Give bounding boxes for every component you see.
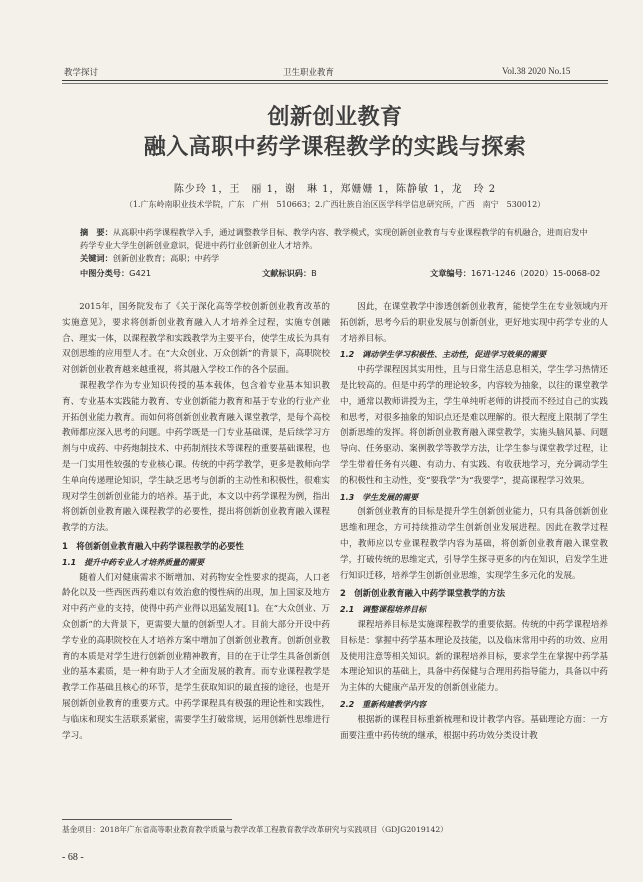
keywords-label: 关键词： <box>80 253 113 263</box>
keywords-text: 创新创业教育；高职；中药学 <box>112 253 220 263</box>
body-column-right <box>340 300 608 744</box>
doc-code-value: B <box>311 268 317 278</box>
paragraph-text: 根据新的课程目标重新梳理和设计教学内容。基础理论方面：一方面要注重中药传统的继承，根据中药功效分类设计教 <box>340 714 608 741</box>
paragraph <box>340 713 608 745</box>
subsection-heading: 1.2 调动学生学习积极性、主动性，促进学习效果的需要 <box>340 350 547 360</box>
subsection-heading: 2.2 重新构建教学内容 <box>340 699 427 709</box>
title-line-2: 融入高职中药学课程教学的实践与探索 <box>143 135 527 160</box>
paragraph <box>340 363 608 489</box>
abstract-label: 摘 要： <box>80 227 113 237</box>
article-no-value: 1671-1246（2020）15-0068-02 <box>470 268 601 278</box>
paragraph-text: 课程教学作为专业知识传授的基本载体，包含着专业基本知识教育、专业基本实践能力教育、专业创新能力教育和基于专业的行业产业开拓创业能力教育。而如何将创新创业教育融入课堂教学，是每个高校教师都应深入思考的问题。中药学既是一门专业基础课，是后续学习方剂与中成药、中药炮制技术、中药制剂技术等课程的重要基础课程，也是一门实用性较强的专业核心课。传统的中药学教学，更多是教师向学生单向传递理论知识，学生缺乏思考与创新的主动性和积极性，很难实现对学生创新创业能力的培养。基于此，本文以中药学课程为例，指出将创新创业教育融入课程教学的必要性，提出将创新创业教育融入课程教学的方法。 <box>62 380 330 534</box>
paragraph-text: 创新创业教育的目标是提升学生创新创业能力，只有具备创新创业思维和理念，方可持续推动学生创新创业发展进程。因此在教学过程中，教师应以专业课程教学内容为基础，将创新创业教育融入课堂教学，打破传统的思维定式，引导学生探寻更多的内在知识，启发学生进行知识迁移，培养学生创新创业思维，实现学生多元化的发展。 <box>340 507 608 581</box>
body-column-left <box>62 300 330 744</box>
title-line-1: 创新创业教育 <box>267 105 403 130</box>
header-section: 教学探讨 <box>64 68 99 78</box>
header-volume: Vol.38 2020 No.15 <box>502 66 571 76</box>
paragraph-text: 2015年，国务院发布了《关于深化高等学校创新创业教育改革的实施意见》，要求将创新创业教育融入人才培养全过程，实施专创融合、理实一体，以课程教学和实践教学为主要平台，使学生成长为具有双创思维的应用型人才。在“大众创业、万众创新”的背景下，高职院校对创新创业教育越来越重视，将其融入学校工作的各个层面。 <box>62 302 330 376</box>
keywords <box>80 252 590 265</box>
subsection-heading: 1.3 学生发展的需要 <box>340 492 419 502</box>
classification <box>80 268 151 279</box>
paragraph <box>62 379 330 537</box>
authors: 陈少玲 1，王 丽 1，谢 琳 1，郑姗姗 1，陈静敏 1，龙 玲 2 <box>173 184 497 195</box>
paragraph-text: 因此，在课堂教学中渗透创新创业教育，能使学生在专业领域内开拓创新，思考今后的职业发展与创新创业，更好地实现中药学专业的人才培养目标。 <box>340 302 608 344</box>
paragraph <box>340 300 608 347</box>
doc-code-label: 文献标识码： <box>262 268 312 278</box>
paragraph-text: 课程培养目标是实施课程教学的重要依据。传统的中药学课程培养目标是：掌握中药学基本理论及技能，以及临床常用中药的功效、应用及使用注意等相关知识。新的课程培养目标，要求学生在掌握中药学基本理论知识的基础上，具备中药保健与合理用药指导能力，具备以中药为主体的大健康产品开发的创新创业能力。 <box>340 619 608 694</box>
paragraph <box>340 618 608 697</box>
header-journal: 卫生职业教育 <box>283 68 335 78</box>
paragraph <box>62 300 330 379</box>
article-no <box>430 268 600 279</box>
footnote-rule <box>62 819 232 820</box>
header-rule-thin <box>62 83 608 84</box>
paragraph <box>62 571 330 745</box>
classification-value: G421 <box>129 268 152 278</box>
doc-code <box>262 268 317 279</box>
footnote: 基金项目：2018年广东省高等职业教育教学质量与教学改革工程教育教学改革研究与实践项目（GDJG2019142） <box>62 825 448 834</box>
paragraph-text: 中药学课程因其实用性，且与日常生活息息相关，学生学习热情还是比较高的。但是中药学的理论较多，内容较为抽象，以往的课堂教学中，通常以教师讲授为主，学生单纯听老师的讲授而不经过自己的实践和思考，对很多抽象的知识点还是难以理解的。很大程度上限制了学生创新思维的发挥。将创新创业教育融入课堂教学，实施头脑风暴、问题导向、任务驱动、案例教学等教学方法，让学生参与课堂教学过程，让学生带着任务有兴趣、有动力、有实践、有收获地学习，充分调动学生的积极性和主动性，变“要我学”为“我要学”，提高课程学习效果。 <box>340 365 608 486</box>
abstract-text: 从高职中药学课程教学入手，通过调整教学目标、教学内容、教学模式，实现创新创业教育与专业课程教学的有机融合，进而启发中药学专业大学生创新创业意识，促进中药行业创新创业人才培养。 <box>80 227 588 250</box>
paragraph-text: 随着人们对健康需求不断增加、对药物安全性要求的提高，人口老龄化以及一些西医西药难以有效治愈的慢性病的出现，加上国家及地方对中药产业的支持，使得中药产业得以迅猛发展[1]。在“大众创业、万众创新”的大背景下，更需要大量的创新型人才。目前大部分开设中药学专业的高职院校在人才培养方案中增加了创新创业教育。创新创业教育的本质是对学生进行创新创业精神教育，目的在于让学生具备创新创业的基本素质，是一种有助于人才全面发展的教育。而专业课程教学是教学工作基础且核心的环节，是学生获取知识的最直接的途径，也是开展创新创业教育的重要方式。中药学课程具有极强的理论性和实践性，与临床和现实生活联系紧密，需要学生打破常规，运用创新性思维进行学习。 <box>62 572 330 741</box>
page-number: - 68 - <box>62 852 84 863</box>
subsection-heading: 2.1 调整课程培养目标 <box>340 605 427 615</box>
classification-label: 中图分类号： <box>80 268 130 278</box>
header-rule <box>62 80 608 81</box>
section-heading: 1 将创新创业教育融入中药学课程教学的必要性 <box>62 540 244 551</box>
section-heading: 2 创新创业教育融入中药学课堂教学的方法 <box>340 588 505 599</box>
paragraph <box>340 505 608 584</box>
abstract <box>80 226 590 252</box>
subsection-heading: 1.1 提升中药专业人才培养质量的需要 <box>62 557 205 567</box>
affiliations: （1.广东岭南职业技术学院，广东 广州 510663；2.广西壮族自治区医学科学信息研究所，广西 南宁 530012） <box>124 200 546 209</box>
article-no-label: 文章编号： <box>430 268 471 278</box>
